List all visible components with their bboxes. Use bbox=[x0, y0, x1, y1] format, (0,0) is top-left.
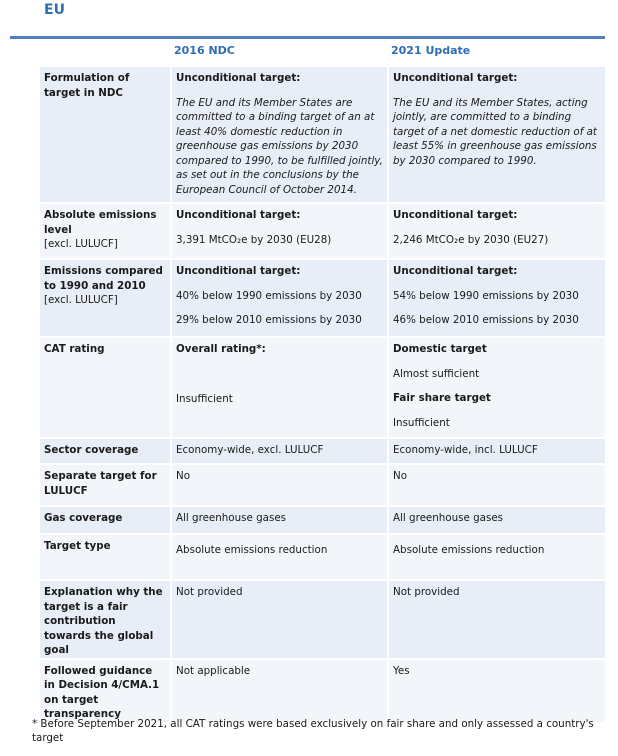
cell-text: Almost sufficient bbox=[393, 367, 480, 380]
footnote: * Before September 2021, all CAT ratings were based exclusively on fair share and only assessed a country's target bbox=[32, 718, 594, 744]
cell-text: Insufficient bbox=[393, 416, 450, 429]
cell-heading: Unconditional target: bbox=[393, 72, 518, 84]
table-row bbox=[40, 204, 605, 260]
table-row bbox=[40, 67, 605, 204]
cell-text: 3,391 MtCO₂e by 2030 (EU28) bbox=[176, 233, 332, 246]
header-divider bbox=[10, 36, 605, 39]
cell-heading: Fair share target bbox=[393, 392, 491, 404]
cell-text: 40% below 1990 emissions by 2030 bbox=[176, 289, 362, 302]
cell-2021: Not provided bbox=[387, 581, 605, 660]
cell-2021: Absolute emissions reduction bbox=[387, 535, 605, 581]
cell-2016 bbox=[170, 67, 387, 204]
cell-2021 bbox=[387, 260, 605, 338]
row-label: Absolute emissions level [excl. LULUCF] bbox=[40, 204, 170, 260]
cell-2021 bbox=[387, 204, 605, 260]
table-row bbox=[40, 581, 605, 660]
cell-2016: No bbox=[170, 465, 387, 507]
table-header-row bbox=[40, 40, 605, 67]
cell-2016 bbox=[170, 260, 387, 338]
cell-heading: Unconditional target: bbox=[176, 265, 301, 277]
column-header-2021-update: 2021 Update bbox=[387, 40, 605, 67]
cell-heading: Domestic target bbox=[393, 343, 487, 355]
table-row bbox=[40, 439, 605, 465]
table-row bbox=[40, 507, 605, 535]
row-label: Explanation why the target is a fair contribution towards the global goal bbox=[40, 581, 170, 660]
cell-2021 bbox=[387, 338, 605, 439]
cell-2021 bbox=[387, 67, 605, 204]
row-label: Sector coverage bbox=[40, 439, 170, 465]
row-label: CAT rating bbox=[40, 338, 170, 439]
cell-2016: Not provided bbox=[170, 581, 387, 660]
row-label: Gas coverage bbox=[40, 507, 170, 535]
cell-2021: Yes bbox=[387, 660, 605, 724]
page-title: EU bbox=[44, 2, 65, 18]
column-header-label bbox=[40, 40, 170, 67]
cell-2016 bbox=[170, 204, 387, 260]
row-label: Followed guidance in Decision 4/CMA.1 on target transparency bbox=[40, 660, 170, 724]
cell-2016: Economy-wide, excl. LULUCF bbox=[170, 439, 387, 465]
cell-2016: Not applicable bbox=[170, 660, 387, 724]
cell-heading: Unconditional target: bbox=[393, 265, 518, 277]
cell-2016: Absolute emissions reduction bbox=[170, 535, 387, 581]
cell-heading: Unconditional target: bbox=[176, 209, 301, 221]
cell-text: 46% below 2010 emissions by 2030 bbox=[393, 314, 579, 326]
column-header-2016-ndc: 2016 NDC bbox=[170, 40, 387, 67]
cell-heading: Unconditional target: bbox=[393, 209, 518, 221]
table-row bbox=[40, 660, 605, 724]
ndc-comparison-table bbox=[40, 40, 605, 724]
row-sublabel: [excl. LULUCF] bbox=[44, 238, 118, 250]
table-row bbox=[40, 338, 605, 439]
table-row bbox=[40, 465, 605, 507]
cell-2021: All greenhouse gases bbox=[387, 507, 605, 535]
cell-text: The EU and its Member States are committed to a binding target of an at least 40% domestic reduction in greenhouse gas emissions by 2030 compared to 1990, to be fulfilled jointly, as set out in the conclusions by the European Council of October 2014. bbox=[176, 96, 383, 196]
cell-text: Insufficient bbox=[176, 392, 233, 405]
table-row bbox=[40, 260, 605, 338]
cell-text: The EU and its Member States, acting jointly, are committed to a binding target of a net domestic reduction of at least 55% in greenhouse gas emissions by 2030 compared to 1990. bbox=[393, 96, 597, 167]
cell-heading: Unconditional target: bbox=[176, 72, 301, 84]
row-label: Separate target for LULUCF bbox=[40, 465, 170, 507]
cell-2021: Economy-wide, incl. LULUCF bbox=[387, 439, 605, 465]
cell-2016 bbox=[170, 338, 387, 439]
cell-2016: All greenhouse gases bbox=[170, 507, 387, 535]
cell-text: 2,246 MtCO₂e by 2030 (EU27) bbox=[393, 233, 549, 246]
row-label: Emissions compared to 1990 and 2010 [excl. LULUCF] bbox=[40, 260, 170, 338]
row-sublabel: [excl. LULUCF] bbox=[44, 294, 118, 306]
row-label: Target type bbox=[40, 535, 170, 581]
table-row bbox=[40, 535, 605, 581]
cell-2021: No bbox=[387, 465, 605, 507]
cell-text: 29% below 2010 emissions by 2030 bbox=[176, 314, 362, 326]
cell-text: 54% below 1990 emissions by 2030 bbox=[393, 289, 579, 302]
row-label: Formulation of target in NDC bbox=[40, 67, 170, 204]
cell-heading: Overall rating*: bbox=[176, 343, 266, 355]
